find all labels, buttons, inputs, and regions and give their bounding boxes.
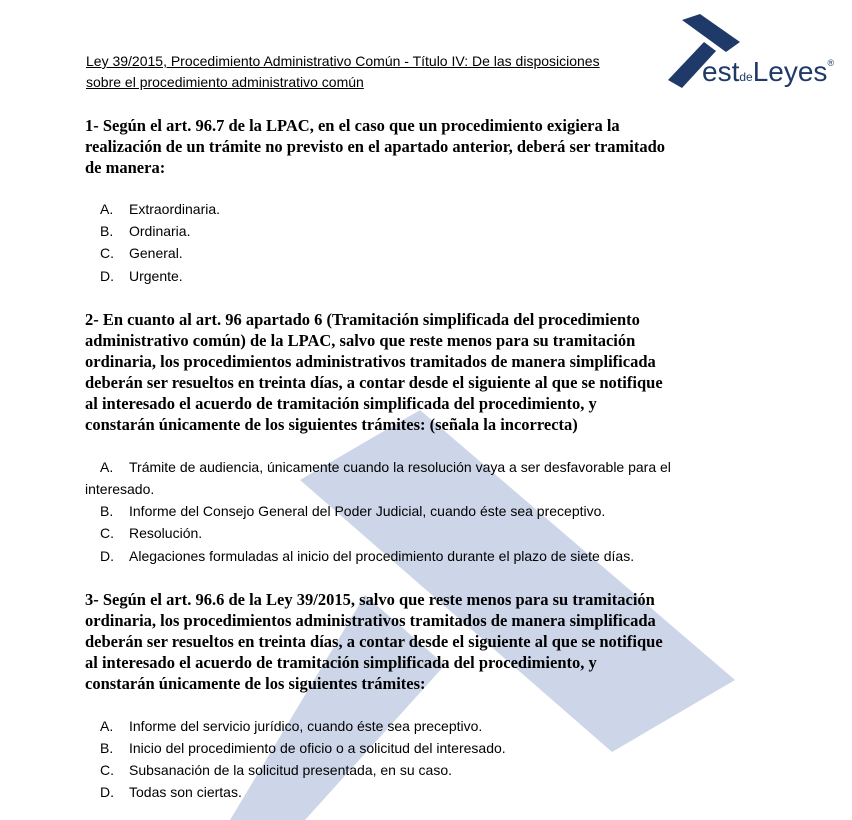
question-line: administrativo común) de la LPAC, salvo que reste menos para su tramitación	[85, 331, 636, 350]
question-line: al interesado el acuerdo de tramitación simplificada del procedimiento, y	[85, 653, 597, 672]
option-text: Extraordinaria.	[129, 201, 221, 217]
question-2-option-a-continued: interesado.	[85, 481, 155, 497]
question-3-option-c	[85, 759, 745, 781]
question-1-option-c	[85, 242, 745, 264]
option-letter: B.	[100, 223, 114, 239]
option-text: Todas son ciertas.	[129, 784, 242, 800]
question-1-text	[85, 115, 745, 178]
question-2-option-b	[85, 500, 745, 522]
question-line: 3- Según el art. 96.6 de la Ley 39/2015, salvo que reste menos para su tramitación	[85, 590, 655, 609]
option-letter: C.	[100, 245, 114, 261]
option-text: Informe del Consejo General del Poder Judicial, cuando éste sea preceptivo.	[129, 503, 606, 519]
question-line: constarán únicamente de los siguientes trámites: (señala la incorrecta)	[85, 415, 578, 434]
question-line: ordinaria, los procedimientos administrativos tramitados de manera simplificada	[85, 352, 656, 371]
option-text: Subsanación de la solicitud presentada, en su caso.	[129, 762, 452, 778]
logo-est: est	[702, 56, 740, 87]
option-text: Informe del servicio jurídico, cuando éste sea preceptivo.	[129, 718, 483, 734]
option-text: General.	[129, 245, 183, 261]
option-text: Urgente.	[129, 268, 183, 284]
question-line: constarán únicamente de los siguientes trámites:	[85, 674, 426, 693]
option-text: Ordinaria.	[129, 223, 191, 239]
question-2-option-a	[85, 456, 745, 478]
question-2-option-d	[85, 545, 745, 567]
option-letter: D.	[100, 268, 114, 284]
question-line: 2- En cuanto al art. 96 apartado 6 (Tramitación simplificada del procedimiento	[85, 310, 640, 329]
option-text: Inicio del procedimiento de oficio o a solicitud del interesado.	[129, 740, 506, 756]
question-2-option-c	[85, 522, 745, 544]
option-letter: A.	[100, 201, 114, 217]
logo-wordmark	[702, 56, 834, 88]
option-letter: A.	[100, 718, 114, 734]
option-letter: C.	[100, 762, 114, 778]
question-2-text	[85, 309, 745, 435]
option-letter: C.	[100, 525, 114, 541]
option-letter: A.	[100, 459, 114, 475]
question-3-option-a	[85, 715, 745, 737]
question-line: al interesado el acuerdo de tramitación simplificada del procedimiento, y	[85, 394, 597, 413]
question-line: de manera:	[85, 158, 166, 177]
question-3-text	[85, 589, 745, 694]
header-line-2: sobre el procedimiento administrativo común	[86, 74, 364, 90]
question-line: deberán ser resueltos en treinta días, a contar desde el siguiente al que se notifique	[85, 632, 663, 651]
option-letter: D.	[100, 784, 114, 800]
document-header	[86, 51, 676, 93]
option-text: Alegaciones formuladas al inicio del procedimiento durante el plazo de siete días.	[129, 548, 635, 564]
question-line: deberán ser resueltos en treinta días, a contar desde el siguiente al que se notifique	[85, 373, 663, 392]
option-letter: B.	[100, 503, 114, 519]
option-letter: B.	[100, 740, 114, 756]
option-text: Trámite de audiencia, únicamente cuando la resolución vaya a ser desfavorable para el	[129, 459, 671, 475]
question-line: ordinaria, los procedimientos administrativos tramitados de manera simplificada	[85, 611, 656, 630]
logo-de: de	[739, 70, 753, 84]
question-3-option-b	[85, 737, 745, 759]
question-line: 1- Según el art. 96.7 de la LPAC, en el caso que un procedimiento exigiera la	[85, 116, 620, 135]
question-1-option-d	[85, 265, 745, 287]
logo-registered: ®	[827, 58, 835, 68]
question-1-option-b	[85, 220, 745, 242]
question-1-option-a	[85, 198, 745, 220]
question-3-option-d	[85, 781, 745, 803]
option-letter: D.	[100, 548, 114, 564]
question-line: realización de un trámite no previsto en el apartado anterior, deberá ser tramitado	[85, 137, 666, 156]
logo-leyes: Leyes	[752, 56, 828, 87]
header-line-1: Ley 39/2015, Procedimiento Administrativo Común - Título IV: De las disposiciones	[86, 53, 600, 69]
option-text: Resolución.	[129, 525, 203, 541]
